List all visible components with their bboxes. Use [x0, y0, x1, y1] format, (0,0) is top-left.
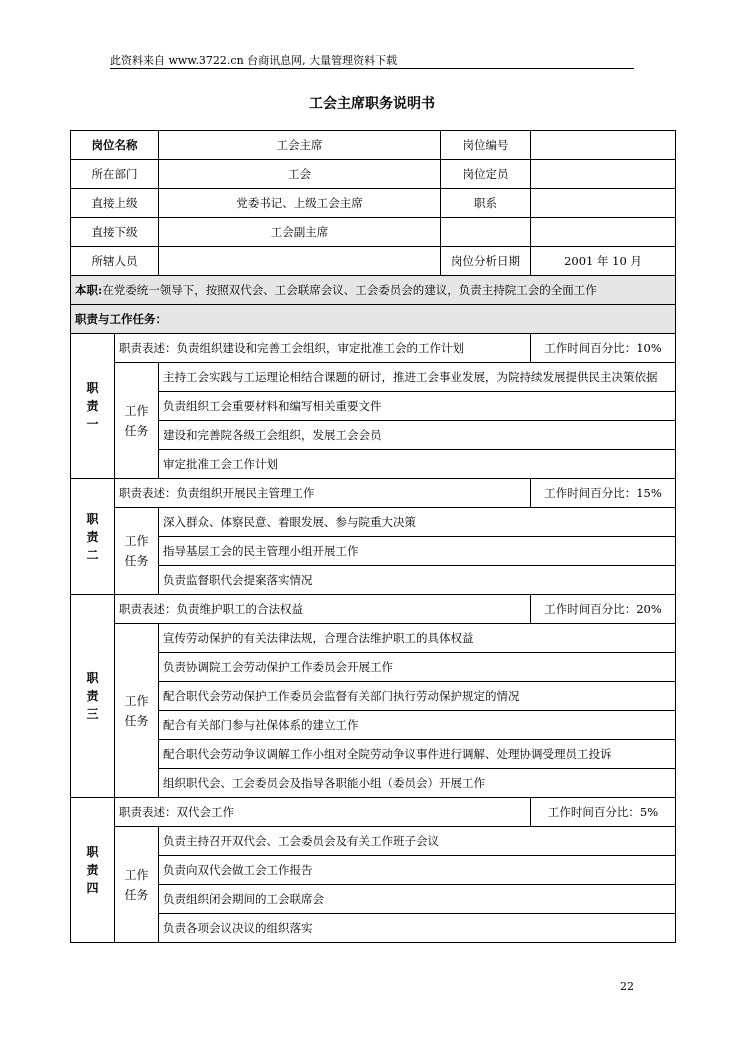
analysis-date-value: 2001 年 10 月	[531, 247, 676, 276]
duty-description-row	[71, 334, 676, 363]
contact-label: 职系	[441, 189, 531, 218]
task-item: 负责向双代会做工会工作报告	[159, 856, 676, 885]
row-superior	[71, 189, 676, 218]
task-item: 负责组织工会重要材料和编写相关重要文件	[159, 392, 676, 421]
task-label	[115, 827, 159, 943]
dept-value: 工会	[159, 160, 441, 189]
duty-time-percent: 工作时间百分比：15%	[531, 479, 676, 508]
subordinate-label: 直接下级	[71, 218, 159, 247]
task-label	[115, 363, 159, 479]
duty-label-char: 职	[86, 671, 99, 685]
duty-label-char: 责	[86, 399, 99, 413]
task-item: 审定批准工会工作计划	[159, 450, 676, 479]
row-subordinate	[71, 218, 676, 247]
task-row	[71, 450, 676, 479]
duty-summary-label: 本职:	[75, 283, 103, 297]
duty-label-char: 责	[86, 863, 99, 877]
duty-label	[71, 334, 115, 479]
row-dept	[71, 160, 676, 189]
task-label	[115, 508, 159, 595]
task-item: 组织职代会、工会委员会及指导各职能小组（委员会）开展工作	[159, 769, 676, 798]
task-label-text: 工作任务	[124, 867, 149, 902]
header-rule	[110, 68, 634, 69]
duty-description-row	[71, 595, 676, 624]
task-item: 宣传劳动保护的有关法律法规，合理合法维护职工的具体权益	[159, 624, 676, 653]
duty-label-char: 四	[86, 881, 99, 895]
task-row	[71, 856, 676, 885]
post-code-label: 岗位编号	[441, 131, 531, 160]
task-row	[71, 363, 676, 392]
task-item: 负责组织闭会期间的工会联席会	[159, 885, 676, 914]
task-row	[71, 682, 676, 711]
duty-label-char: 责	[86, 689, 99, 703]
task-row	[71, 508, 676, 537]
duty-label-char: 职	[86, 845, 99, 859]
task-row	[71, 624, 676, 653]
row-duties-heading	[71, 305, 676, 334]
duty-description: 职责表述：负责维护职工的合法权益	[115, 595, 531, 624]
task-item: 负责监督职代会提案落实情况	[159, 566, 676, 595]
post-code-value	[531, 131, 676, 160]
duty-description-row	[71, 479, 676, 508]
duty-label-char: 职	[86, 511, 99, 526]
contact-value	[531, 189, 676, 218]
row-staff	[71, 247, 676, 276]
task-label-text: 工作任务	[124, 534, 149, 568]
job-description-table	[70, 130, 676, 943]
task-row	[71, 537, 676, 566]
task-item: 主持工会实践与工运理论相结合课题的研讨，推进工会事业发展，为院持续发展提供民主决策依据	[159, 363, 676, 392]
duty-label	[71, 479, 115, 595]
dept-label: 所在部门	[71, 160, 159, 189]
subordinate-value: 工会副主席	[159, 218, 441, 247]
headcount-label: 岗位定员	[441, 160, 531, 189]
task-row	[71, 914, 676, 943]
task-row	[71, 653, 676, 682]
task-item: 负责协调院工会劳动保护工作委员会开展工作	[159, 653, 676, 682]
duty-time-percent: 工作时间百分比：10%	[531, 334, 676, 363]
task-item: 配合职代会劳动保护工作委员会监督有关部门执行劳动保护规定的情况	[159, 682, 676, 711]
post-name-value: 工会主席	[159, 131, 441, 160]
duty-label	[71, 798, 115, 943]
duty-label-char: 三	[86, 707, 99, 721]
task-row	[71, 885, 676, 914]
duty-label-char: 二	[86, 547, 99, 562]
page-number: 22	[620, 980, 634, 993]
empty-cell	[531, 218, 676, 247]
duty-label-char: 责	[86, 529, 99, 544]
superior-value: 党委书记、上级工会主席	[159, 189, 441, 218]
duty-time-percent: 工作时间百分比：5%	[531, 798, 676, 827]
analysis-date-label: 岗位分析日期	[441, 247, 531, 276]
duty-description: 职责表述：负责组织开展民主管理工作	[115, 479, 531, 508]
task-row	[71, 827, 676, 856]
duty-description-row	[71, 798, 676, 827]
headcount-value	[531, 160, 676, 189]
duty-summary-text: 在党委统一领导下，按照双代会、工会联席会议、工会委员会的建议，负责主持院工会的全面工作	[102, 283, 597, 297]
task-item: 负责各项会议决议的组织落实	[159, 914, 676, 943]
task-row	[71, 769, 676, 798]
row-duty-summary	[71, 276, 676, 305]
task-item: 配合有关部门参与社保体系的建立工作	[159, 711, 676, 740]
duty-time-percent: 工作时间百分比：20%	[531, 595, 676, 624]
task-row	[71, 566, 676, 595]
post-name-label: 岗位名称	[71, 131, 159, 160]
staff-label: 所辖人员	[71, 247, 159, 276]
task-item: 负责主持召开双代会、工会委员会及有关工作班子会议	[159, 827, 676, 856]
duties-heading: 职责与工作任务：	[71, 305, 676, 334]
task-label-text: 工作任务	[124, 403, 149, 438]
task-item: 建设和完善院各级工会组织，发展工会会员	[159, 421, 676, 450]
task-row	[71, 392, 676, 421]
task-label-text: 工作任务	[124, 693, 149, 728]
duty-description: 职责表述：负责组织建设和完善工会组织，审定批准工会的工作计划	[115, 334, 531, 363]
task-row	[71, 421, 676, 450]
duty-label	[71, 595, 115, 798]
task-row	[71, 711, 676, 740]
duty-summary-cell	[71, 276, 676, 305]
task-label	[115, 624, 159, 798]
empty-cell	[441, 218, 531, 247]
duty-label-char: 职	[86, 381, 99, 395]
duty-description: 职责表述：双代会工作	[115, 798, 531, 827]
staff-value	[159, 247, 441, 276]
row-post-name	[71, 131, 676, 160]
task-item: 配合职代会劳动争议调解工作小组对全院劳动争议事件进行调解、处理协调受理员工投诉	[159, 740, 676, 769]
source-note: 此资料来自 www.3722.cn 台商讯息网, 大量管理资料下载	[110, 54, 398, 67]
document-title: 工会主席职务说明书	[309, 96, 435, 112]
task-row	[71, 740, 676, 769]
task-item: 深入群众、体察民意、着眼发展、参与院重大决策	[159, 508, 676, 537]
superior-label: 直接上级	[71, 189, 159, 218]
duty-label-char: 一	[86, 417, 99, 431]
task-item: 指导基层工会的民主管理小组开展工作	[159, 537, 676, 566]
